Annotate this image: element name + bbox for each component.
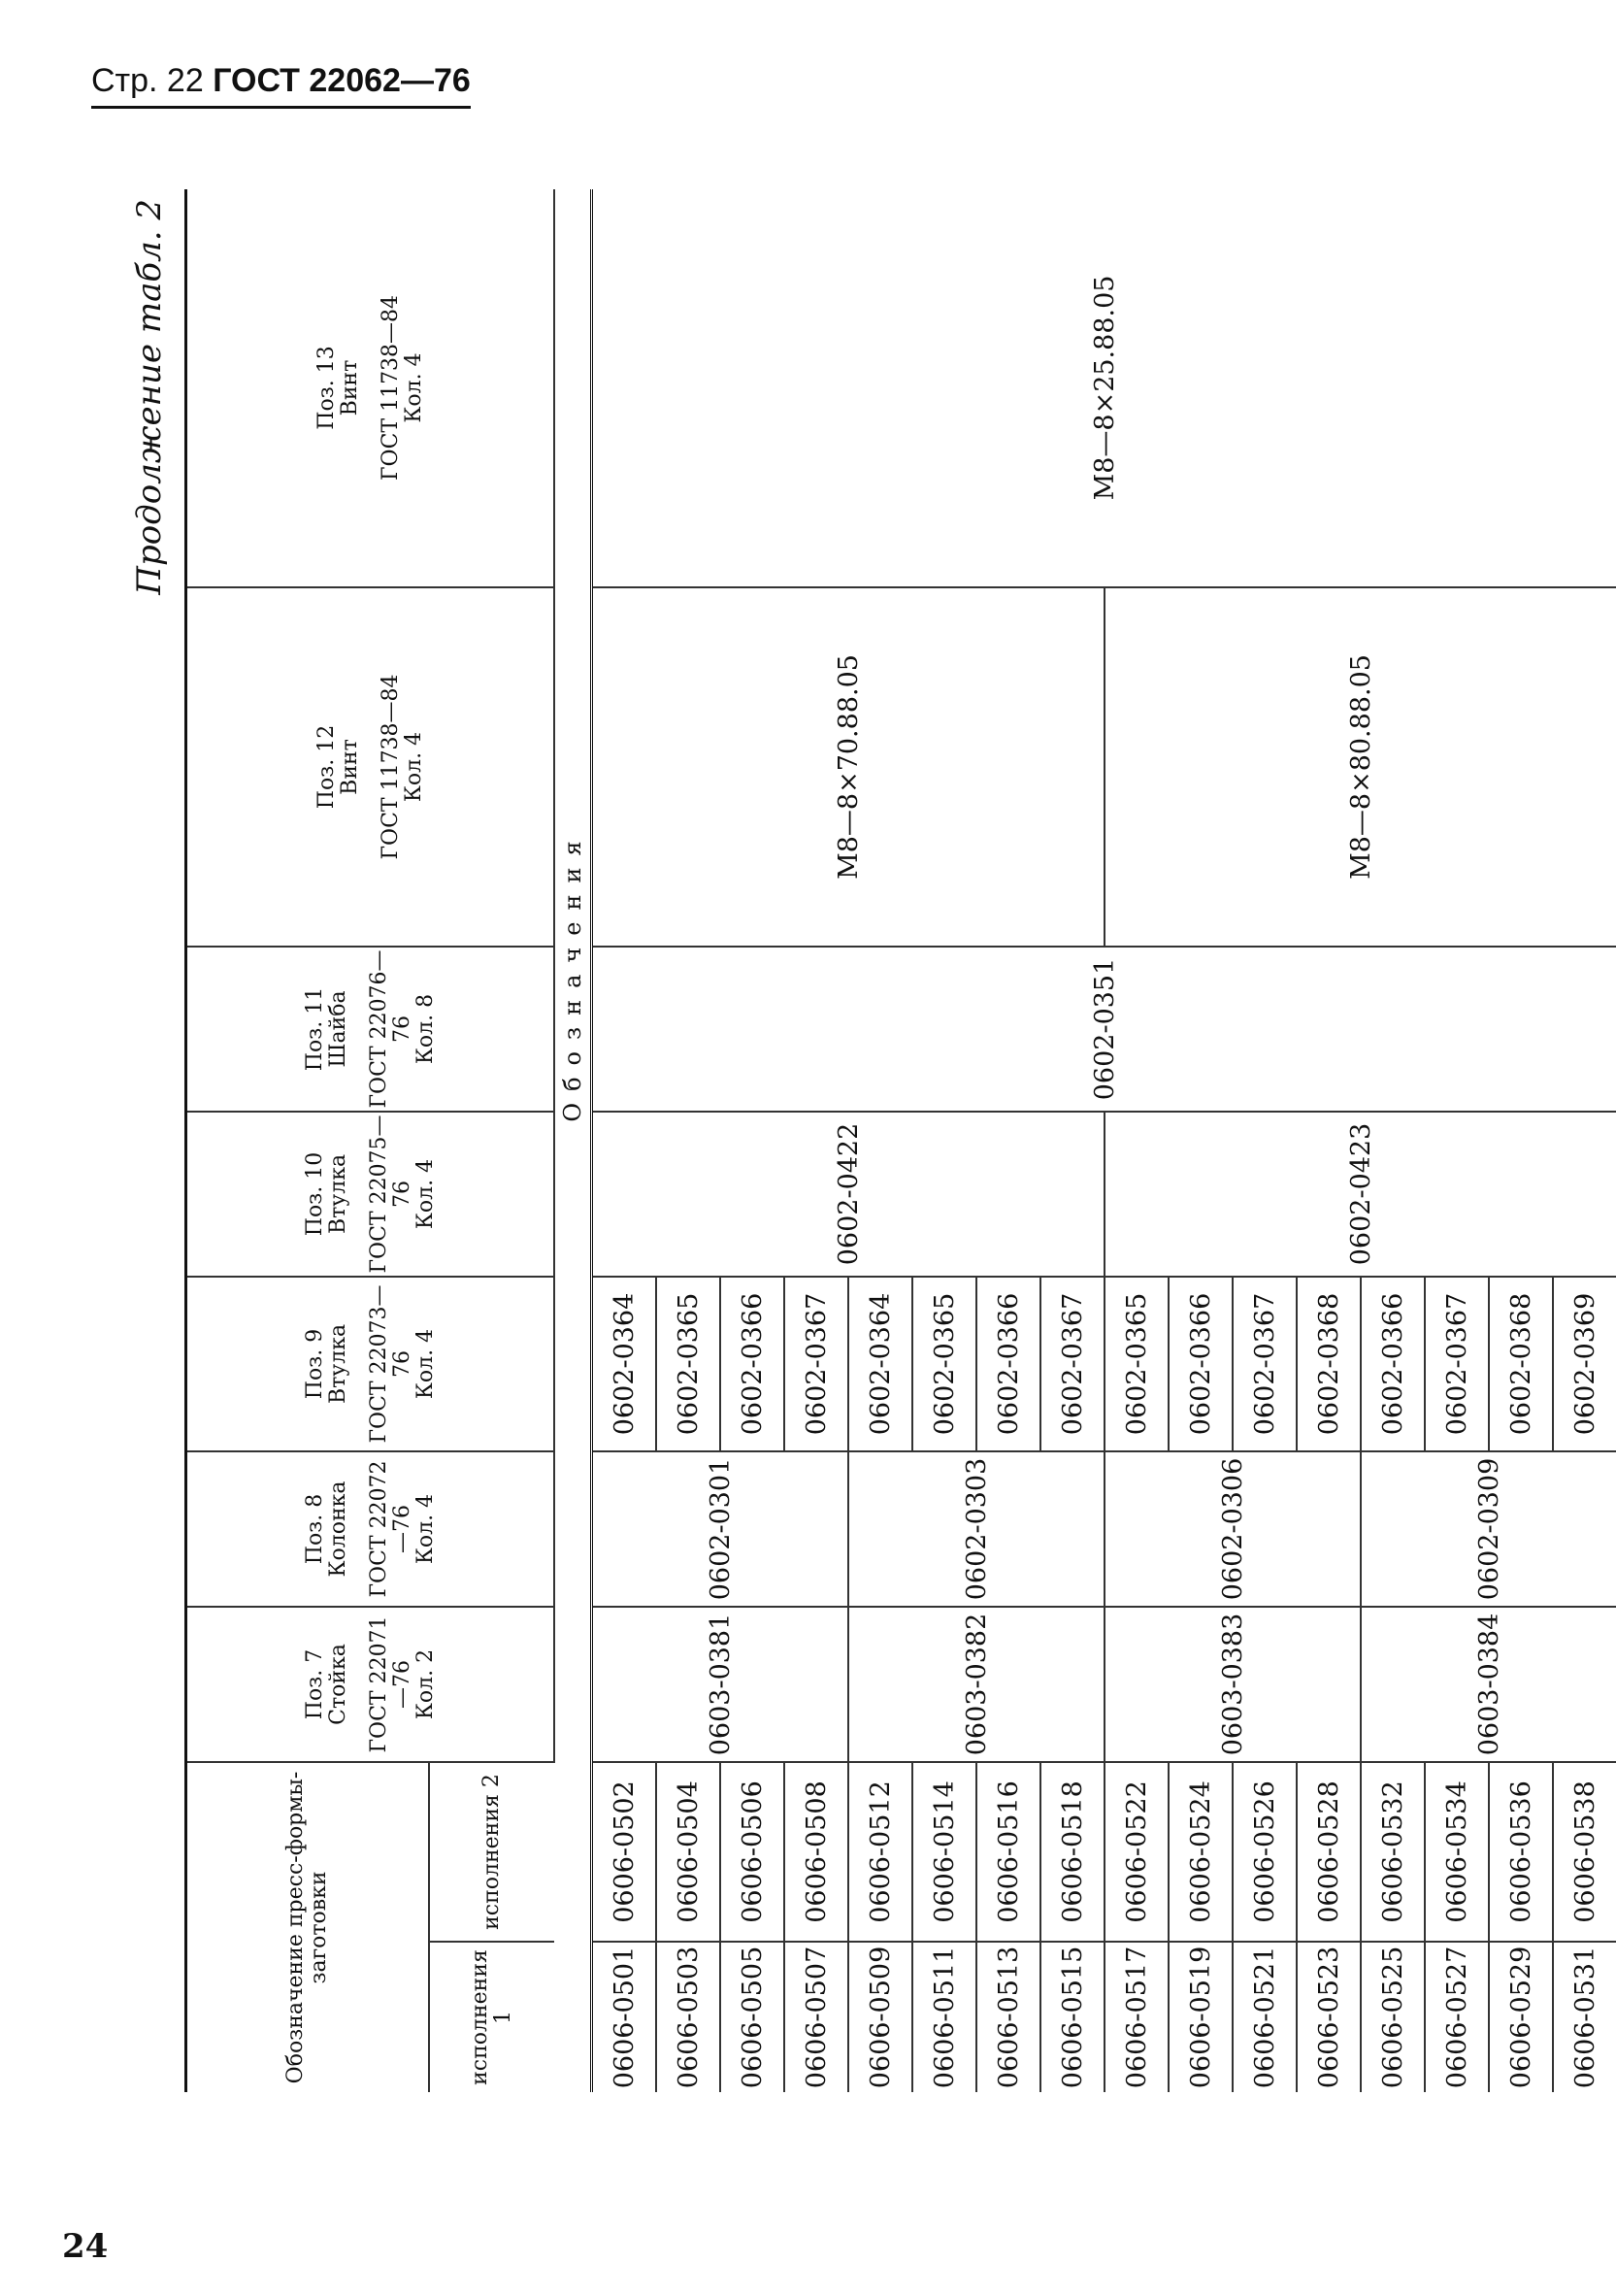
- column-head-pos: Поз. 10: [302, 1151, 327, 1237]
- variant-1-cell: 0606-0515: [1040, 1942, 1105, 2092]
- column-head-bushing-10: [186, 1112, 555, 1277]
- bushing-9-cell: 0602-0366: [720, 1277, 784, 1451]
- page-label: Стр. 22: [91, 62, 204, 99]
- standard-number: ГОСТ 22062—76: [213, 62, 471, 99]
- variant-1-cell: 0606-0509: [848, 1942, 912, 2092]
- bushing-9-cell: 0602-0365: [656, 1277, 720, 1451]
- variant-2-cell: 0606-0512: [848, 1762, 912, 1942]
- screw-13-cell: M8—8×25.88.05: [592, 189, 1616, 587]
- variant-2-cell: 0606-0532: [1361, 1762, 1425, 1942]
- bushing-9-cell: 0602-0366: [1169, 1277, 1233, 1451]
- rotated-table-block: [115, 189, 1600, 2092]
- variant-1-cell: 0606-0511: [912, 1942, 976, 2092]
- variant-2-cell: 0606-0534: [1425, 1762, 1489, 1942]
- variant-1-cell: 0606-0503: [656, 1942, 720, 2092]
- column-head-std: ГОСТ 11738—84: [378, 294, 403, 482]
- column-head-column: [186, 1451, 555, 1607]
- column-head-name: Шайба: [325, 990, 350, 1068]
- column-head-pos: Поз. 8: [302, 1493, 327, 1565]
- bushing-9-cell: 0602-0364: [592, 1277, 657, 1451]
- column-head-qty: Кол. 4: [412, 1328, 438, 1400]
- column-head-name: Колонка: [325, 1481, 350, 1578]
- column-head-std: ГОСТ 22073—76: [366, 1284, 414, 1444]
- variant-1-cell: 0606-0513: [976, 1942, 1040, 2092]
- bushing-9-cell: 0602-0366: [976, 1277, 1040, 1451]
- column-head-screw-13: [186, 189, 555, 587]
- column-head-std: ГОСТ 22075—76: [366, 1115, 414, 1274]
- column-head-pos: Поз. 12: [313, 724, 339, 810]
- variant-2-cell: 0606-0524: [1169, 1762, 1233, 1942]
- screw-12-cell: M8—8×70.88.05: [592, 587, 1105, 947]
- post-cell: 0603-0381: [592, 1607, 849, 1762]
- bushing-9-cell: 0602-0367: [1233, 1277, 1297, 1451]
- column-head-std: ГОСТ 11738—84: [378, 674, 403, 860]
- table-continuation-caption: Продолжение табл. 2: [130, 199, 169, 595]
- variant-1-cell: 0606-0519: [1169, 1942, 1233, 2092]
- bushing-9-cell: 0602-0367: [1425, 1277, 1489, 1451]
- post-cell: 0603-0383: [1105, 1607, 1361, 1762]
- bushing-9-cell: 0602-0365: [1105, 1277, 1169, 1451]
- variant-1-cell: 0606-0507: [784, 1942, 848, 2092]
- column-cell: 0602-0309: [1361, 1451, 1616, 1607]
- variant-1-cell: 0606-0523: [1297, 1942, 1361, 2092]
- column-head-pos: Поз. 13: [313, 346, 339, 430]
- variant-2-cell: 0606-0536: [1489, 1762, 1553, 1942]
- bushing-9-cell: 0602-0366: [1361, 1277, 1425, 1451]
- column-cell: 0602-0301: [592, 1451, 849, 1607]
- washer-cell: 0602-0351: [592, 947, 1616, 1112]
- column-head-name: Винт: [337, 739, 362, 795]
- bushing-9-cell: 0602-0365: [912, 1277, 976, 1451]
- variant-1-cell: 0606-0505: [720, 1942, 784, 2092]
- variant-2-cell: 0606-0516: [976, 1762, 1040, 1942]
- specification-table: [184, 189, 1616, 2092]
- bushing-9-cell: 0602-0368: [1297, 1277, 1361, 1451]
- variant-1-cell: 0606-0527: [1425, 1942, 1489, 2092]
- column-head-screw-12: [186, 587, 555, 947]
- column-head-std: ГОСТ 22072—76: [366, 1460, 414, 1598]
- column-head-name: Стойка: [325, 1644, 350, 1725]
- column-head-washer: [186, 947, 555, 1112]
- variant-1-cell: 0606-0501: [609, 1946, 640, 2089]
- variant-1-cell: 0606-0529: [1489, 1942, 1553, 2092]
- variant-2-cell: 0606-0506: [720, 1762, 784, 1942]
- post-cell: 0603-0384: [1361, 1607, 1616, 1762]
- variant-2-cell: 0606-0538: [1553, 1762, 1616, 1942]
- column-head-pos: Поз. 11: [302, 986, 327, 1072]
- column-head-qty: Кол. 4: [401, 731, 426, 803]
- variant-2-cell: 0606-0526: [1233, 1762, 1297, 1942]
- variant-2-cell: 0606-0514: [912, 1762, 976, 1942]
- column-head-std: ГОСТ 22076—76: [366, 949, 414, 1109]
- post-cell: 0603-0382: [848, 1607, 1105, 1762]
- variant-2-cell: 0606-0502: [592, 1762, 657, 1942]
- page-header: [91, 62, 471, 109]
- variant-1-cell: 0606-0531: [1553, 1942, 1616, 2092]
- variant-1-cell: 0606-0525: [1361, 1942, 1425, 2092]
- column-head-name: Втулка: [325, 1323, 350, 1405]
- column-head-qty: Кол. 4: [401, 352, 426, 423]
- variant-1-cell: 0606-0517: [1105, 1942, 1169, 2092]
- column-head-qty: Кол. 2: [412, 1648, 438, 1720]
- variant-2-cell: 0606-0522: [1105, 1762, 1169, 1942]
- bushing-9-cell: 0602-0369: [1553, 1277, 1616, 1451]
- column-head-qty: Кол. 4: [412, 1493, 438, 1565]
- bushing-9-cell: 0602-0368: [1489, 1277, 1553, 1451]
- screw-12-cell: M8—8×80.88.05: [1105, 587, 1616, 947]
- bushing-10-cell: 0602-0423: [1105, 1112, 1616, 1277]
- bushing-9-cell: 0602-0367: [784, 1277, 848, 1451]
- variant-2-cell: 0606-0504: [656, 1762, 720, 1942]
- column-cell: 0602-0303: [848, 1451, 1105, 1607]
- variant-1-cell: 0606-0521: [1233, 1942, 1297, 2092]
- variant-2-cell: 0606-0508: [784, 1762, 848, 1942]
- bushing-10-cell: 0602-0422: [592, 1112, 1105, 1277]
- column-head-bushing-9: [186, 1277, 555, 1451]
- column-head-pos: Поз. 7: [302, 1648, 327, 1720]
- bushing-9-cell: 0602-0367: [1040, 1277, 1105, 1451]
- subheader-variant-1: исполнения 1: [429, 1942, 554, 2092]
- column-cell: 0602-0306: [1105, 1451, 1361, 1607]
- column-head-std: ГОСТ 22071—76: [366, 1615, 414, 1753]
- column-head-qty: Кол. 4: [412, 1158, 438, 1230]
- column-head-pos: Поз. 9: [302, 1328, 327, 1400]
- bushing-9-cell: 0602-0364: [848, 1277, 912, 1451]
- column-head-post: [186, 1607, 555, 1762]
- designation-header: Обозначение пресс-формы-заготовки: [283, 1771, 331, 2084]
- page-number: 24: [62, 2227, 109, 2266]
- column-head-qty: Кол. 8: [412, 993, 438, 1065]
- column-head-name: Винт: [337, 359, 362, 416]
- subheader-variant-2: исполнения 2: [429, 1762, 554, 1942]
- values-header: Обозначения: [554, 189, 592, 1762]
- variant-2-cell: 0606-0528: [1297, 1762, 1361, 1942]
- column-head-name: Втулка: [325, 1153, 350, 1235]
- variant-2-cell: 0606-0518: [1040, 1762, 1105, 1942]
